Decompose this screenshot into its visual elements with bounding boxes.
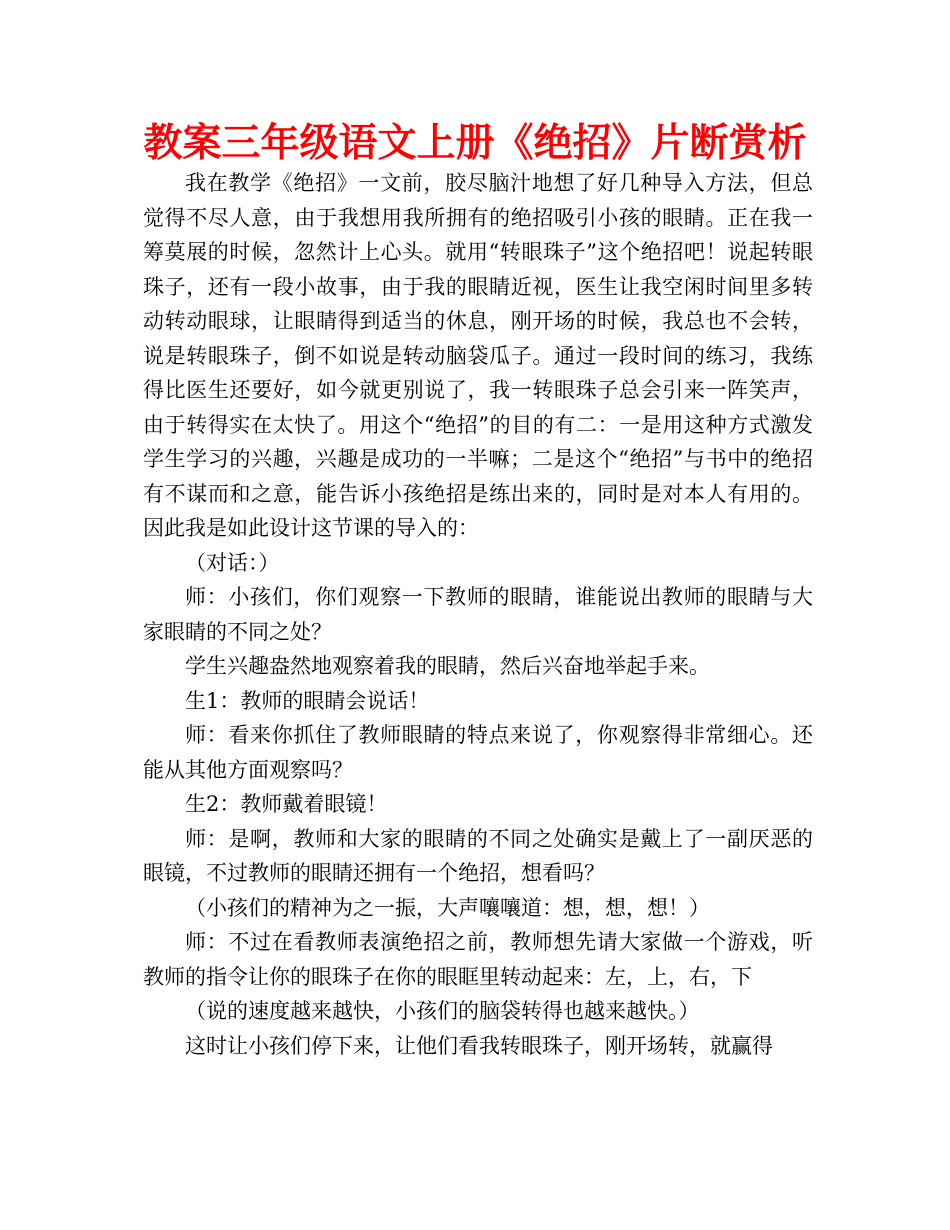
paragraph-teacher-4: 师：不过在看教师表演绝招之前，教师想先请大家做一个游戏，听教师的指令让你的眼珠子在你的眼眶里转动起来：左，上，右，下 xyxy=(143,930,813,989)
paragraph-teacher-2: 师：看来你抓住了教师眼睛的特点来说了，你观察得非常细心。还能从其他方面观察吗？ xyxy=(143,723,813,782)
paragraph-narration-2: （小孩们的精神为之一振，大声嚷嚷道：想，想，想！） xyxy=(185,895,710,920)
paragraph-student-2: 生2：教师戴着眼镜！ xyxy=(185,792,388,816)
paragraph-teacher-1: 师：小孩们，你们观察一下教师的眼睛，谁能说出教师的眼睛与大家眼睛的不同之处？ xyxy=(143,585,813,644)
paragraph-dialogue-label: （对话：） xyxy=(185,550,280,575)
document-body xyxy=(143,166,813,1063)
paragraph-narration-3: （说的速度越来越快，小孩们的脑袋转得也越来越快。） xyxy=(185,999,700,1023)
paragraph-intro: 我在教学《绝招》一文前，胶尽脑汁地想了好几种导入方法，但总觉得不尽人意，由于我想用我所拥有的绝招吸引小孩的眼睛。正在我一筹莫展的时候，忽然计上心头。就用“转眼珠子”这个绝招吧！说起转眼珠子，还有一段小故事，由于我的眼睛近视，医生让我空闲时间里多转动转动眼球，让眼睛得到适当的休息，刚开场的时候，我总也不会转，说是转眼珠子，倒不如说是转动脑袋瓜子。通过一段时间的练习，我练得比医生还要好，如今就更别说了，我一转眼珠子总会引来一阵笑声，由于转得实在太快了。用这个“绝招”的目的有二：一是用这种方式激发学生学习的兴趣，兴趣是成功的一半嘛；二是这个“绝招”与书中的绝招有不谋而和之意，能告诉小孩绝招是练出来的，同时是对本人有用的。因此我是如此设计这节课的导入的： xyxy=(143,171,813,540)
paragraph-narration-1: 学生兴趣盎然地观察着我的眼睛，然后兴奋地举起手来。 xyxy=(185,654,710,678)
paragraph-narration-4: 这时让小孩们停下来，让他们看我转眼珠子，刚开场转，就赢得 xyxy=(185,1033,773,1058)
paragraph-student-1: 生1：教师的眼睛会说话！ xyxy=(185,688,430,713)
document-title: 教案三年级语文上册《绝招》片断赏析 xyxy=(143,121,807,166)
paragraph-teacher-3: 师：是啊，教师和大家的眼睛的不同之处确实是戴上了一副厌恶的眼镜，不过教师的眼睛还拥有一个绝招，想看吗？ xyxy=(143,826,813,885)
